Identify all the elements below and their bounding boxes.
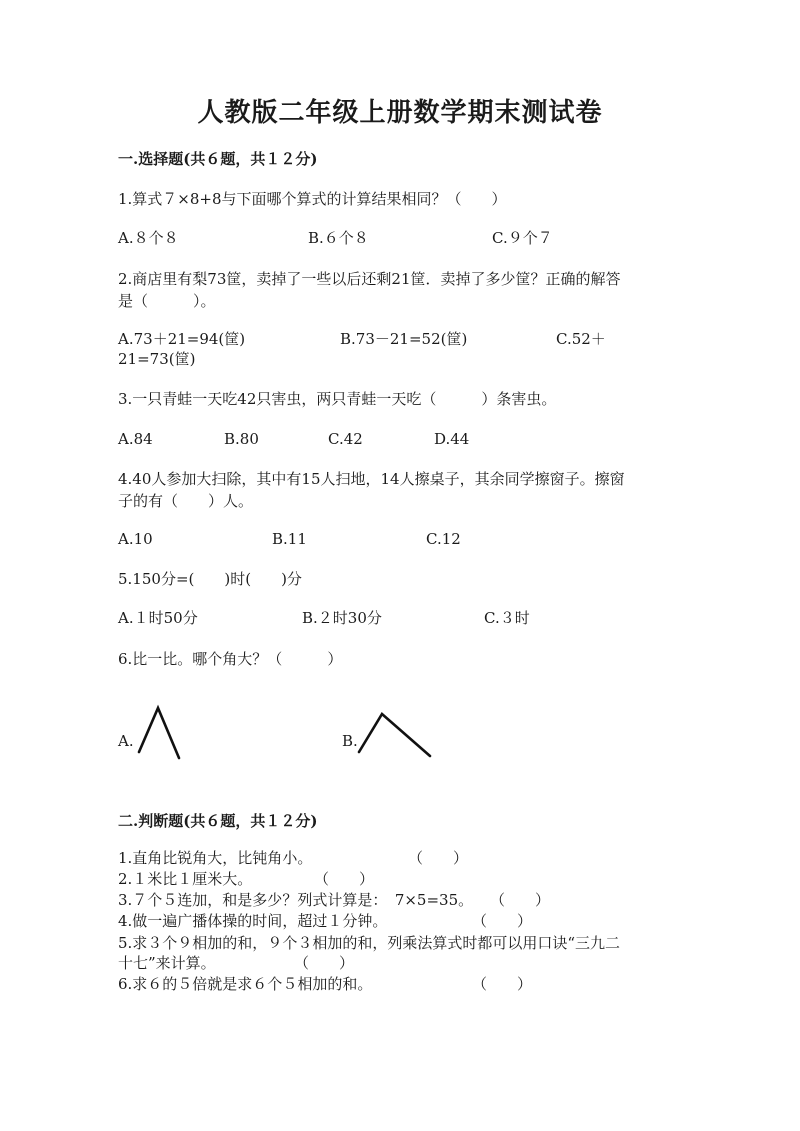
judgement-text: 4.做一遍广播体操的时间，超过１分钟。 (118, 912, 388, 930)
angle-b-figure (354, 708, 436, 760)
judgement-item (118, 933, 698, 973)
answer-paren: （ ） (294, 954, 355, 972)
question-4 (118, 468, 678, 512)
option-b: B. (342, 732, 358, 750)
angle-a-figure (134, 702, 186, 762)
question-6: 6.比一比。哪个角大？（ ） (118, 650, 343, 668)
option-c: C.12 (426, 530, 461, 548)
option-c: C.３时 (484, 609, 530, 627)
option-a: A.73＋21=94(筐) (118, 330, 246, 348)
option-c: C.52＋ (556, 330, 606, 348)
option-b: B.11 (272, 530, 307, 548)
question-2-line1: 2.商店里有梨73筐，卖掉了一些以后还剩21筐．卖掉了多少筐？正确的解答 (118, 270, 621, 288)
judgement-text: 1.直角比锐角大，比钝角小。 (118, 849, 313, 867)
question-4-line2: 子的有（ ）人。 (118, 492, 254, 510)
option-b: B.６个８ (308, 229, 369, 247)
judgement-text-line1: 5.求３个９相加的和，９个３相加的和，列乘法算式时都可以用口诀“三九二 (118, 934, 620, 952)
judgement-item (118, 890, 698, 910)
option-a: A. (118, 732, 134, 750)
judgement-text: 2.１米比１厘米大。 (118, 870, 253, 888)
option-a: A.８个８ (118, 229, 179, 247)
section-heading-judgement: 二.判断题(共６题，共１２分) (118, 812, 318, 830)
option-a: A.１时50分 (118, 609, 198, 627)
answer-paren: （ ） (472, 912, 533, 930)
option-b: B.73－21=52(筐) (340, 330, 468, 348)
option-b: B.２时30分 (302, 609, 382, 627)
judgement-text-line2: 十七”来计算。 (118, 954, 216, 972)
judgement-item (118, 974, 698, 994)
option-c: C.９个７ (492, 229, 553, 247)
question-5: 5.150分=( )时( )分 (118, 570, 302, 588)
question-2-line2: 是（ ）。 (118, 292, 216, 310)
judgement-item (118, 869, 698, 889)
option-a: A.84 (118, 430, 153, 448)
question-2 (118, 268, 678, 312)
option-b: B.80 (224, 430, 259, 448)
question-1: 1.算式７×8+8与下面哪个算式的计算结果相同？（ ） (118, 190, 507, 208)
question-4-line1: 4.40人参加大扫除，其中有15人扫地，14人擦桌子，其余同学擦窗子。擦窗 (118, 470, 625, 488)
answer-paren: （ ） (490, 891, 551, 909)
judgement-item (118, 911, 698, 931)
question-3: 3.一只青蛙一天吃42只害虫，两只青蛙一天吃（ ）条害虫。 (118, 390, 557, 408)
section-heading-choice: 一.选择题(共６题，共１２分) (118, 150, 318, 168)
option-a: A.10 (118, 530, 153, 548)
option-c-continued: 21=73(筐) (118, 350, 196, 368)
answer-paren: （ ） (314, 870, 375, 888)
judgement-text: 6.求６的５倍就是求６个５相加的和。 (118, 975, 373, 993)
option-c: C.42 (328, 430, 363, 448)
option-d: D.44 (434, 430, 470, 448)
page-title: 人教版二年级上册数学期末测试卷 (197, 98, 603, 128)
judgement-text: 3.７个５连加，和是多少？列式计算是： 7×5=35。 (118, 891, 474, 909)
answer-paren: （ ） (408, 849, 469, 867)
judgement-item (118, 848, 698, 868)
answer-paren: （ ） (472, 975, 533, 993)
